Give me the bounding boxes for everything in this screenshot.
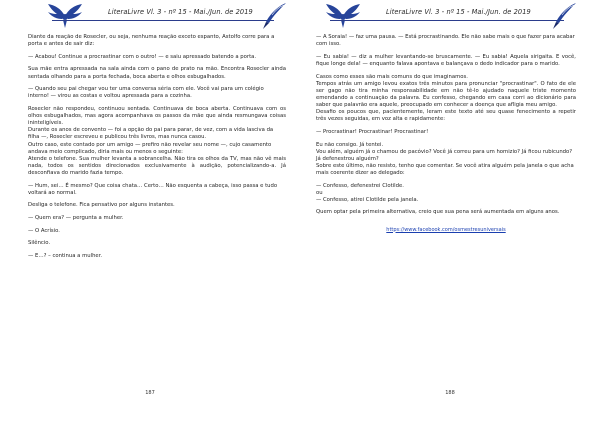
- paragraph: Casos como esses são mais comuns do que imaginamos.: [316, 73, 468, 80]
- paragraph: Durante os anos de convento — foi a opção do pai para parar, de vez, com a vida lasciva da filha —, Rosecler escreveu e publicou três livros, mas nunca casou.: [28, 127, 274, 141]
- paragraph: — Eu sabia! — diz a mulher levantando-se bruscamente. — Eu sabia! Aquela sirigaita. E você, fique longe dela! — enquanto falava apontava e balançava o dedo indicador para o marido.: [316, 53, 576, 67]
- page-number: 187: [145, 390, 155, 396]
- right-body: [316, 34, 576, 234]
- paragraph: — Confesso, defenestrei Clotilde.: [316, 182, 404, 189]
- paragraph: Rosecler não respondeu, continuou sentada. Continuava de boca aberta. Continuava com os olhos esbugalhados, mas agora acompanhava os passos da mãe que ainda resmungava coisas ininteligíveis.: [28, 106, 286, 127]
- paragraph: — A Soraia! — faz uma pausa. — Está procrastinando. Ele não sabe mais o que fazer para acabar com isso.: [316, 34, 575, 48]
- paragraph: — Confesso, atirei Clotilde pela janela.: [316, 196, 419, 203]
- paragraph: — E…? – continua a mulher.: [28, 253, 103, 260]
- paragraph: Desliga o telefone. Fica pensativo por alguns instantes.: [28, 202, 175, 209]
- right-page: [300, 0, 600, 424]
- paragraph: Vou além, alguém já o chamou de pacóvio? Você já correu para um homizio? Já ficou rubicundo? Já defenestrou alguém?: [316, 148, 573, 162]
- quill-pen-icon: [550, 2, 578, 30]
- paragraph: Desafio os poucos que, pacientemente, leram este texto até seu quase fenecimento a repetir três vezes seguidas, em voz alta e rapidamente:: [316, 109, 576, 123]
- page-header: [316, 0, 576, 34]
- header-title: LiteraLivre Vl. 3 - nº 15 - Mai./Jun. de 2019: [108, 8, 253, 16]
- paragraph: ou: [316, 189, 323, 196]
- link-line: [316, 227, 576, 234]
- left-body: [28, 34, 286, 260]
- paragraph: — Hum, sei… É mesmo? Que coisa chata… Certo… Não esquenta a cabeça, isso passa e tudo voltará ao normal.: [28, 182, 278, 196]
- paragraph: Quem optar pela primeira alternativa, creio que sua pena será aumentada em alguns anos.: [316, 209, 560, 216]
- paragraph: Silêncio.: [28, 240, 51, 247]
- paragraph: — Quando seu pai chegar vou ter uma conversa séria com ele. Você vai para um colégio interno! — virou as costas e voltou apressada para a cozinha.: [28, 86, 264, 100]
- header-rule: [52, 20, 274, 21]
- paragraph: — Acabou! Continue a procrastinar com o outro! — e saiu apressado batendo a porta.: [28, 53, 257, 60]
- winged-emblem-icon: [48, 3, 82, 29]
- paragraph: Sua mãe entra apressada na sala ainda com o pano de prato na mão. Encontra Rosecler ainda sentada olhando para a porta fechada, boca aberta e olhos esbugalhados.: [28, 66, 286, 80]
- quill-pen-icon: [260, 2, 288, 30]
- page-header: [28, 0, 286, 34]
- paragraph: Atende o telefone. Sua mulher levanta a sobrancelha. Não tira os olhos da TV, mas não vê mais nada, todos os sentidos direcionados exclusivamente à audição, potencializando-a. Já desconfiava do marido fazia tempo.: [28, 155, 286, 176]
- paragraph: Tempos atrás um amigo levou exatos três minutos para pronunciar "procrastinar". O fato de ele ser gago não tira minha responsabilidade em não tê-lo ajudado naquele triste momento emendando a continuação da palavra. Eu confesso, chegando em casa corri ao dicionário para saber que palavrão era aquele, preocupado em conhecer a doença que afligia meu amigo.: [316, 80, 576, 108]
- paragraph: Sobre este último, não resisto, tenho que comentar. Se você atira alguém pela janela o que acha mais coerente dizer ao delegado:: [316, 162, 574, 176]
- paragraph: Eu não consigo. Já tentei.: [316, 141, 384, 148]
- paragraph: Diante da reação de Rosecler, ou seja, nenhuma reação exceto espanto, Astolfo corre para a porta e antes de sair diz:: [28, 34, 275, 48]
- header-title: LiteraLivre Vl. 3 - nº 15 - Mai./Jun. de 2019: [386, 8, 531, 16]
- header-rule: [330, 20, 564, 21]
- paragraph: — O Acrísio.: [28, 227, 60, 234]
- page-number: 188: [445, 390, 455, 396]
- paragraph: — Procrastinar! Procrastinar! Procrastinar!: [316, 128, 429, 135]
- paragraph: Outro caso, este contado por um amigo — prefiro não revelar seu nome —, cujo casamento andava meio complicado, diria mais ou menos o seguinte:: [28, 141, 272, 155]
- paragraph: — Quem era? — pergunta a mulher.: [28, 215, 124, 222]
- facebook-link[interactable]: https://www.facebook.com/osmestresuniversais: [386, 226, 506, 233]
- winged-emblem-icon: [326, 3, 360, 29]
